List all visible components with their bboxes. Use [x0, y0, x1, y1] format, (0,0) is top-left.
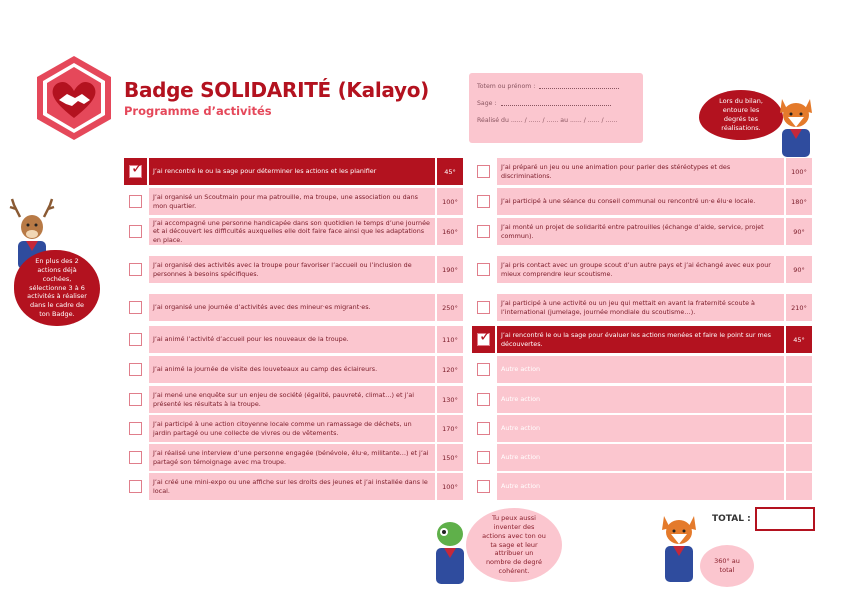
activity-checkbox[interactable] [129, 195, 142, 208]
activity-degree [786, 386, 812, 413]
activity-checkbox[interactable] [477, 363, 490, 376]
activity-row [472, 386, 812, 413]
activity-degree: 180° [786, 188, 812, 215]
page-title: Badge SOLIDARITÉ (Kalayo) [124, 78, 429, 102]
activity-degree [786, 415, 812, 442]
activity-checkbox-cell [472, 386, 495, 413]
activity-checkbox-cell [124, 473, 147, 500]
activity-text: J’ai animé la journée de visite des louveteaux au camp des éclaireurs. [149, 356, 435, 383]
sage-field[interactable] [477, 100, 635, 117]
activity-row [472, 326, 812, 353]
activity-checkbox[interactable] [477, 301, 490, 314]
activity-text: J’ai organisé des activités avec la troupe pour favoriser l’accueil ou l’inclusion de personnes à besoins spécifiques. [149, 256, 435, 283]
instruction-bubble-top: Lors du bilan, entoure les degrés tes réalisations. [699, 90, 783, 140]
activity-checkbox[interactable] [129, 263, 142, 276]
activity-checkbox-cell [124, 326, 147, 353]
activity-text: J’ai participé à une activité ou un jeu qui mettait en avant la fraternité scoute à l’international (jumelage, journée mondiale du scoutisme…). [497, 294, 784, 321]
totem-field[interactable] [477, 83, 635, 100]
activity-text: Autre action [497, 473, 784, 500]
activity-text: J’ai préparé un jeu ou une animation pour parler des stéréotypes et des discriminations. [497, 158, 784, 185]
activity-checkbox[interactable] [477, 327, 492, 346]
activity-checkbox-cell [472, 356, 495, 383]
activity-checkbox-cell [472, 158, 495, 185]
activity-checkbox-cell [472, 473, 495, 500]
activity-text: Autre action [497, 356, 784, 383]
activity-degree: 130° [437, 386, 463, 413]
checkmark-icon: ✓ [131, 159, 144, 177]
activity-checkbox-cell [472, 294, 495, 321]
activity-text: J’ai pris contact avec un groupe scout d’un autre pays et j’ai échangé avec eux pour mieux comprendre leur scoutisme. [497, 256, 784, 283]
activity-degree: 150° [437, 444, 463, 471]
activity-checkbox-cell [124, 386, 147, 413]
totem-label: Totem ou prénom : [477, 83, 536, 90]
activity-degree: 90° [786, 218, 812, 245]
checkmark-icon: ✓ [479, 327, 492, 345]
activity-checkbox[interactable] [477, 422, 490, 435]
identity-form [469, 73, 643, 143]
activity-checkbox[interactable] [129, 422, 142, 435]
activity-row [472, 294, 812, 321]
activity-degree [786, 356, 812, 383]
activity-row [124, 473, 463, 500]
activity-checkbox-cell [124, 356, 147, 383]
totem-input-line[interactable] [539, 83, 619, 89]
activity-row [124, 158, 463, 185]
activity-degree: 190° [437, 256, 463, 283]
activity-degree: 170° [437, 415, 463, 442]
realise-field[interactable] [477, 117, 635, 134]
activity-text: J’ai monté un projet de solidarité entre patrouilles (échange d’aide, service, projet commun). [497, 218, 784, 245]
activity-text: J’ai accompagné une personne handicapée dans son quotidien le temps d’une journée et ai découvert les difficultés auxquelles elle doit faire face ainsi que les adaptations en place. [149, 218, 435, 245]
activity-text: Autre action [497, 415, 784, 442]
activity-row [124, 444, 463, 471]
total-hint-bubble: 360° au total [700, 545, 754, 587]
sage-input-line[interactable] [501, 100, 611, 106]
instruction-bubble-left: En plus des 2 actions déjà cochées, sélectionne 3 à 6 activités à réaliser dans le cadre de ton Badge. [14, 250, 100, 326]
activity-degree: 90° [786, 256, 812, 283]
fox-character-bottom-icon [656, 514, 702, 586]
activity-checkbox-cell [124, 188, 147, 215]
activity-checkbox-cell [124, 158, 147, 185]
sage-label: Sage : [477, 100, 497, 107]
total-label: TOTAL : [712, 514, 751, 524]
activity-text: J’ai mené une enquête sur un enjeu de société (égalité, pauvreté, climat…) et j’ai présenté les résultats à la troupe. [149, 386, 435, 413]
activity-degree: 250° [437, 294, 463, 321]
fox-character-icon [774, 97, 818, 159]
activity-text: J’ai animé l’activité d’accueil pour les nouveaux de la troupe. [149, 326, 435, 353]
activity-row [124, 386, 463, 413]
activity-degree: 45° [786, 326, 812, 353]
activity-row [472, 158, 812, 185]
activity-checkbox[interactable] [129, 159, 144, 178]
activity-checkbox[interactable] [129, 333, 142, 346]
activity-row [124, 188, 463, 215]
activity-degree: 100° [437, 188, 463, 215]
activity-row [472, 188, 812, 215]
activity-degree [786, 444, 812, 471]
activity-checkbox[interactable] [477, 165, 490, 178]
activity-degree [786, 473, 812, 500]
activity-text: J’ai participé à une action citoyenne locale comme un ramassage de déchets, un jardin partagé ou une collecte de vivres ou de vêtements. [149, 415, 435, 442]
page-subtitle: Programme d’activités [124, 104, 272, 118]
activity-checkbox-cell [124, 218, 147, 245]
chameleon-character-icon [426, 520, 472, 590]
activity-text: Autre action [497, 444, 784, 471]
total-input[interactable] [755, 507, 815, 531]
activity-checkbox-cell [124, 256, 147, 283]
activity-row [124, 415, 463, 442]
activity-checkbox-cell [472, 188, 495, 215]
activity-checkbox[interactable] [477, 263, 490, 276]
activity-checkbox[interactable] [477, 480, 490, 493]
activity-row [124, 294, 463, 321]
activity-text: J’ai réalisé une interview d’une personne engagée (bénévole, élu·e, militante…) et j’ai partagé son témoignage avec ma troupe. [149, 444, 435, 471]
activity-checkbox[interactable] [477, 195, 490, 208]
activity-checkbox[interactable] [129, 451, 142, 464]
activity-degree: 160° [437, 218, 463, 245]
activity-row [124, 326, 463, 353]
activity-row [472, 473, 812, 500]
activity-checkbox-cell [472, 444, 495, 471]
activity-checkbox-cell [472, 218, 495, 245]
activity-row [472, 356, 812, 383]
badge-logo-hexagon [34, 54, 114, 142]
activity-checkbox-cell [472, 256, 495, 283]
activity-degree: 100° [437, 473, 463, 500]
activity-degree: 110° [437, 326, 463, 353]
activity-text: J’ai participé à une séance du conseil communal ou rencontré un·e élu·e locale. [497, 188, 784, 215]
activity-degree: 45° [437, 158, 463, 185]
activity-row [124, 218, 463, 245]
activity-checkbox[interactable] [129, 225, 142, 238]
activity-text: J’ai organisé un Scoutmain pour ma patrouille, ma troupe, une association ou dans mon quartier. [149, 188, 435, 215]
activity-checkbox-cell [124, 444, 147, 471]
activity-checkbox[interactable] [129, 393, 142, 406]
activity-text: J’ai rencontré le ou la sage pour déterminer les actions et les planifier [149, 158, 435, 185]
activity-checkbox-cell [124, 415, 147, 442]
activity-degree: 210° [786, 294, 812, 321]
activity-degree: 100° [786, 158, 812, 185]
activity-text: J’ai organisé une journée d’activités avec des mineur·es migrant·es. [149, 294, 435, 321]
activity-row [472, 444, 812, 471]
activity-checkbox[interactable] [477, 451, 490, 464]
activity-degree: 120° [437, 356, 463, 383]
activity-checkbox[interactable] [477, 393, 490, 406]
activity-checkbox[interactable] [129, 301, 142, 314]
activity-row [124, 256, 463, 283]
activity-text: J’ai créé une mini-expo ou une affiche sur les droits des jeunes et j’ai installée dans le local. [149, 473, 435, 500]
activity-checkbox[interactable] [129, 480, 142, 493]
realise-label: Réalisé du ...... / ...... / ...... au ...... / ...... / ...... [477, 117, 618, 124]
activity-checkbox-cell [472, 415, 495, 442]
activity-checkbox-cell [124, 294, 147, 321]
activity-row [472, 218, 812, 245]
instruction-bubble-bottom: Tu peux aussi inventer des actions avec ton ou ta sage et leur attribuer un nombre de degré cohérent. [466, 508, 562, 582]
activity-checkbox[interactable] [129, 363, 142, 376]
activity-row [472, 415, 812, 442]
activity-text: J’ai rencontré le ou la sage pour évaluer les actions menées et faire le point sur mes découvertes. [497, 326, 784, 353]
activity-text: Autre action [497, 386, 784, 413]
activity-checkbox-cell [472, 326, 495, 353]
activity-checkbox[interactable] [477, 225, 490, 238]
activity-row [472, 256, 812, 283]
activity-row [124, 356, 463, 383]
